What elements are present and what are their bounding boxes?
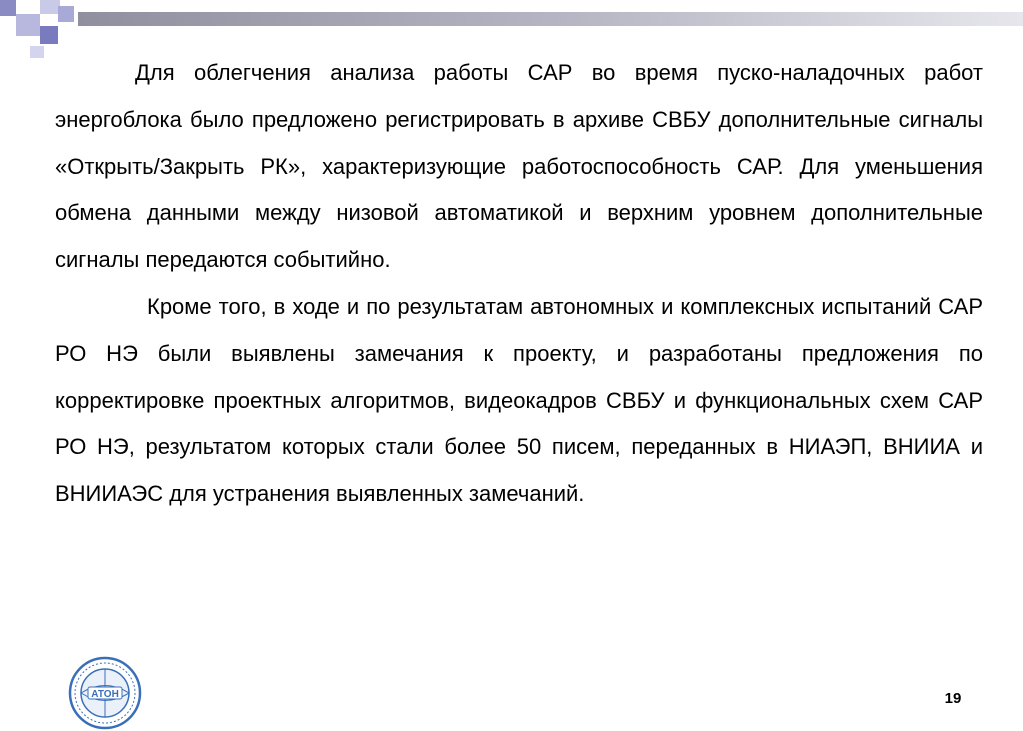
decor-square [40,26,58,44]
paragraph-2: Кроме того, в ходе и по результатам автономных и комплексных испытаний САР РО НЭ были выявлены замечания к проекту, и разработаны предложения по корректировке проектных алгоритмов, видеокадров СВБУ и функциональных схем САР РО НЭ, результатом которых стали более 50 писем, переданных в НИАЭП, ВНИИА и ВНИИАЭС для устранения выявленных замечаний. [55,293,983,507]
slide-body-text [55,50,983,518]
top-decor-bar [78,12,1023,26]
decor-square [16,14,40,36]
decor-square [0,0,16,16]
page-number: 19 [944,690,962,707]
decor-square [40,0,60,14]
decor-square [58,6,74,22]
aton-logo-graphic [68,656,142,730]
logo-text: АТОН [91,689,119,700]
decor-square [30,46,44,58]
paragraph-1: Для облегчения анализа работы САР во время пуско-наладочных работ энергоблока было предложено регистрировать в архиве СВБУ дополнительные сигналы «Открыть/Закрыть РК», характеризующие работоспособность САР. Для уменьшения обмена данными между низовой автоматикой и верхним уровнем дополнительные сигналы передаются событийно. [55,60,983,273]
aton-logo-icon [68,656,142,730]
